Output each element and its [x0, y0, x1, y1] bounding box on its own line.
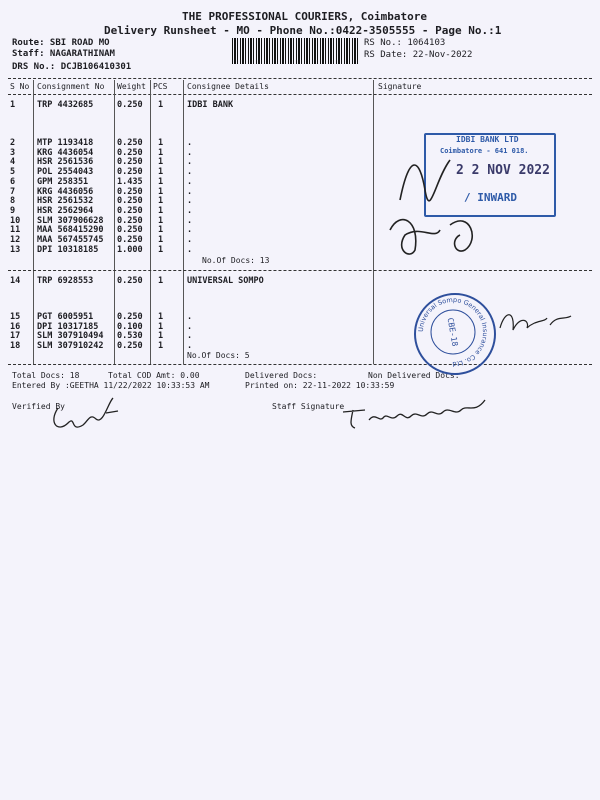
drs-number: DRS No.: DCJB106410301: [12, 62, 132, 72]
printed-on: Printed on: 22-11-2022 10:33:59: [245, 381, 395, 390]
row-pcs: 1: [158, 205, 164, 216]
row-consignment: MAA 568415290: [37, 225, 104, 236]
route-label: Route: SBI ROAD MO: [12, 38, 110, 48]
row-weight: 0.250: [117, 276, 143, 286]
divider: [8, 78, 592, 79]
row-consignment: PGT 6005951: [37, 312, 94, 322]
row-consignment: DPI 10318185: [37, 244, 99, 255]
row-sno: 13: [10, 244, 21, 255]
row-sno: 17: [10, 331, 21, 342]
stamp-line1: IDBI BANK LTD: [456, 135, 519, 144]
verified-by-signature: [48, 393, 128, 438]
row-consignee: .: [187, 244, 193, 255]
row-weight: 0.250: [117, 100, 143, 110]
row-consignee: .: [187, 205, 193, 216]
row-sno: 12: [10, 235, 21, 245]
col-line: [373, 80, 374, 364]
row-consignment: HSR 2561532: [37, 196, 94, 207]
row-weight: 1.435: [117, 176, 143, 187]
row-consignee: .: [187, 312, 193, 322]
row-weight: 0.250: [117, 341, 143, 352]
row-sno: 9: [10, 205, 16, 216]
row-consignment: GPM 258351: [37, 176, 89, 187]
handwritten-signature-2: [495, 300, 575, 340]
handwritten-signature-1: [380, 140, 500, 270]
row-consignment: TRP 4432685: [37, 100, 94, 110]
row-consignment: HSR 2562964: [37, 205, 94, 216]
divider: [8, 270, 592, 271]
row-weight: 1.000: [117, 244, 143, 255]
universal-sompo-stamp: [414, 293, 496, 375]
docs-count: No.Of Docs: 5: [187, 351, 250, 360]
row-pcs: 1: [158, 276, 164, 286]
row-consignee: .: [187, 157, 193, 168]
row-pcs: 1: [158, 331, 164, 342]
col-pcs: PCS: [153, 82, 168, 91]
row-consignment: KRG 4436054: [37, 147, 94, 158]
row-consignee: .: [187, 147, 193, 158]
staff-signature: [335, 390, 500, 435]
rs-date: RS Date: 22-Nov-2022: [364, 50, 473, 60]
col-sno: S No: [10, 82, 30, 91]
row-consignee: .: [187, 341, 193, 352]
row-pcs: 1: [158, 244, 164, 255]
row-consignee: .: [187, 186, 193, 197]
row-weight: 0.250: [117, 225, 143, 236]
row-weight: 0.250: [117, 215, 143, 226]
stamp-inward: / INWARD: [464, 191, 517, 204]
row-pcs: 1: [158, 176, 164, 187]
col-line: [183, 80, 184, 364]
row-sno: 7: [10, 186, 16, 197]
row-consignment: MTP 1193418: [37, 138, 94, 148]
row-weight: 0.250: [117, 167, 143, 178]
row-pcs: 1: [158, 157, 164, 168]
row-weight: 0.250: [117, 205, 143, 216]
non-delivered-docs: Non Delivered Docs:: [368, 371, 460, 380]
verified-by-label: Verified By: [12, 402, 65, 411]
staff-signature-label: Staff Signature: [272, 402, 345, 411]
row-consignee: .: [187, 235, 193, 245]
col-line: [114, 80, 115, 364]
row-weight: 0.250: [117, 312, 143, 322]
row-sno: 11: [10, 225, 21, 236]
stamp-ring-svg: [414, 293, 492, 371]
row-pcs: 1: [158, 167, 164, 178]
row-pcs: 1: [158, 138, 164, 148]
row-pcs: 1: [158, 186, 164, 197]
row-weight: 0.250: [117, 147, 143, 158]
row-consignment: TRP 6928553: [37, 276, 94, 286]
row-consignment: SLM 307906628: [37, 215, 104, 226]
row-weight: 0.250: [117, 157, 143, 168]
delivered-docs: Delivered Docs:: [245, 371, 318, 380]
col-consignment: Consignment No: [37, 82, 105, 91]
row-consignment: HSR 2561536: [37, 157, 94, 168]
row-sno: 5: [10, 167, 16, 178]
row-pcs: 1: [158, 235, 164, 245]
row-consignee: .: [187, 138, 193, 148]
row-sno: 8: [10, 196, 16, 207]
row-weight: 0.250: [117, 196, 143, 207]
row-weight: 0.100: [117, 321, 143, 332]
stamp-line2: Coimbatore - 641 018.: [440, 147, 529, 155]
docs-count: No.Of Docs: 13: [202, 256, 270, 265]
row-consignee: .: [187, 176, 193, 187]
row-pcs: 1: [158, 225, 164, 236]
row-consignee: .: [187, 331, 193, 342]
row-pcs: 1: [158, 100, 164, 110]
row-consignee: .: [187, 225, 193, 236]
row-weight: 0.250: [117, 235, 143, 245]
row-weight: 0.250: [117, 138, 143, 148]
total-docs: Total Docs: 18: [12, 371, 80, 380]
barcode: [232, 38, 358, 64]
row-consignment: POL 2554043: [37, 167, 94, 178]
row-consignment: MAA 567455745: [37, 235, 104, 245]
stamp-ring-text: Universal Sompo General Insurance Co. Ltd: [416, 295, 490, 369]
row-consignee: .: [187, 167, 193, 178]
row-sno: 2: [10, 138, 16, 148]
row-pcs: 1: [158, 321, 164, 332]
row-sno: 16: [10, 321, 21, 332]
row-consignee: IDBI BANK: [187, 100, 234, 110]
row-pcs: 1: [158, 196, 164, 207]
col-line: [33, 80, 34, 364]
row-consignee: .: [187, 196, 193, 207]
row-sno: 18: [10, 341, 21, 352]
company-name: THE PROFESSIONAL COURIERS, Coimbatore: [182, 10, 428, 23]
col-signature: Signature: [378, 82, 422, 91]
row-pcs: 1: [158, 147, 164, 158]
row-weight: 0.250: [117, 186, 143, 197]
row-sno: 3: [10, 147, 16, 158]
row-consignment: DPI 10317185: [37, 321, 99, 332]
entered-by: Entered By :GEETHA 11/22/2022 10:33:53 AM: [12, 381, 210, 390]
row-weight: 0.530: [117, 331, 143, 342]
row-pcs: 1: [158, 215, 164, 226]
row-pcs: 1: [158, 312, 164, 322]
runsheet-subtitle: Delivery Runsheet - MO - Phone No.:0422-3505555 - Page No.:1: [104, 24, 502, 37]
row-sno: 15: [10, 312, 21, 322]
row-sno: 14: [10, 276, 21, 286]
divider: [8, 364, 592, 365]
divider: [8, 94, 592, 95]
row-sno: 10: [10, 215, 21, 226]
row-sno: 6: [10, 176, 16, 187]
stamp-center-text: CBE-18: [445, 317, 460, 348]
col-weight: Weight: [117, 82, 146, 91]
row-sno: 4: [10, 157, 16, 168]
rs-number: RS No.: 1064103: [364, 38, 446, 48]
total-cod: Total COD Amt: 0.00: [108, 371, 200, 380]
row-consignment: SLM 307910242: [37, 341, 104, 352]
row-consignment: SLM 307910494: [37, 331, 104, 342]
row-consignment: KRG 4436056: [37, 186, 94, 197]
row-consignee: UNIVERSAL SOMPO: [187, 276, 264, 286]
staff-label: Staff: NAGARATHINAM: [12, 49, 115, 59]
stamp-date: 2 2 NOV 2022: [456, 163, 550, 178]
col-line: [150, 80, 151, 364]
col-consignee: Consignee Details: [187, 82, 269, 91]
row-sno: 1: [10, 100, 16, 110]
row-pcs: 1: [158, 341, 164, 352]
row-consignee: .: [187, 321, 193, 332]
row-consignee: .: [187, 215, 193, 226]
